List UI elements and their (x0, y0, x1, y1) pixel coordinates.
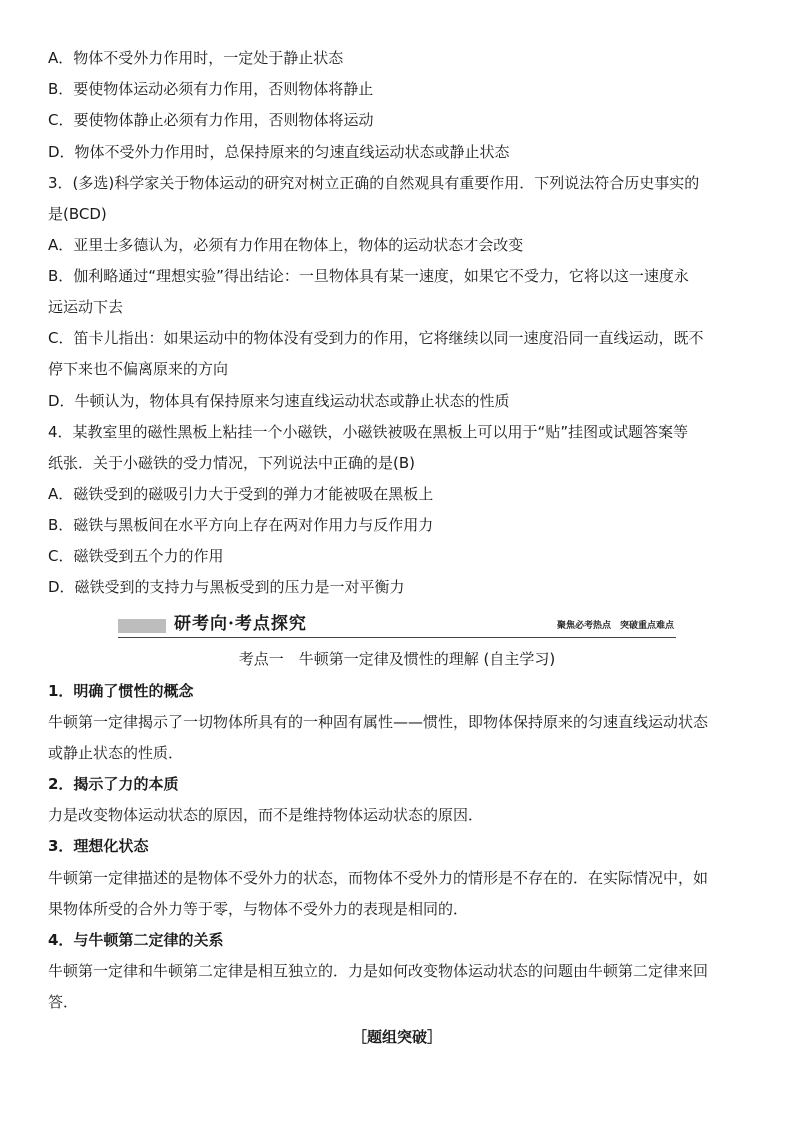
question-4-stem: 4．某教室里的磁性黑板上粘挂一个小磁铁，小磁铁被吸在黑板上可以用于“贴”挂图或试题答案等 (48, 423, 689, 441)
q4-option-b: B．磁铁与黑板间在水平方向上存在两对作用力与反作用力 (48, 516, 434, 534)
q4-option-d: D．磁铁受到的支持力与黑板受到的压力是一对平衡力 (48, 578, 405, 596)
option-a: A．物体不受外力作用时，一定处于静止状态 (48, 49, 344, 67)
section-banner (118, 611, 676, 638)
question-3-stem: 3．(多选)科学家关于物体运动的研究对树立正确的自然观具有重要作用．下列说法符合历史事实的 (48, 174, 700, 192)
option-d: D．物体不受外力作用时，总保持原来的匀速直线运动状态或静止状态 (48, 143, 510, 161)
point-3-body-cont: 果物体所受的合外力等于零，与物体不受外力的表现是相同的． (48, 900, 469, 918)
q3-option-a: A．亚里士多德认为，必须有力作用在物体上，物体的运动状态才会改变 (48, 236, 524, 254)
point-4-body-cont: 答． (48, 993, 79, 1011)
q4-option-a: A．磁铁受到的磁吸引力大于受到的弹力才能被吸在黑板上 (48, 485, 434, 503)
banner-subtitle: 聚焦必考热点 突破重点难点 (556, 621, 674, 631)
point-1-heading: 1．明确了惯性的概念 (48, 682, 194, 700)
point-4-body: 牛顿第一定律和牛顿第二定律是相互独立的．力是如何改变物体运动状态的问题由牛顿第二定律来回 (48, 962, 709, 980)
question-4-stem-cont: 纸张．关于小磁铁的受力情况，下列说法中正确的是(B) (48, 454, 415, 472)
point-1-body-cont: 或静止状态的性质． (48, 744, 184, 762)
option-b: B．要使物体运动必须有力作用，否则物体将静止 (48, 80, 374, 98)
point-3-body: 牛顿第一定律描述的是物体不受外力的状态，而物体不受外力的情形是不存在的．在实际情况中，如 (48, 869, 709, 887)
section-title: 考点一 牛顿第一定律及惯性的理解 (自主学习) (238, 650, 556, 668)
q3-option-b-cont: 远运动下去 (48, 298, 124, 316)
group-title: ［题组突破］ (351, 1028, 442, 1046)
q3-option-c-cont: 停下来也不偏离原来的方向 (48, 360, 229, 378)
option-c: C．要使物体静止必须有力作用，否则物体将运动 (48, 111, 374, 129)
point-2-heading: 2．揭示了力的本质 (48, 775, 179, 793)
q3-option-d: D．牛顿认为，物体具有保持原来匀速直线运动状态或静止状态的性质 (48, 392, 510, 410)
point-4-heading: 4．与牛顿第二定律的关系 (48, 931, 224, 949)
q3-option-c: C．笛卡儿指出：如果运动中的物体没有受到力的作用，它将继续以同一速度沿同一直线运动，既不 (48, 329, 704, 347)
banner-decoration (118, 619, 166, 633)
q3-option-b: B．伽利略通过“理想实验”得出结论：一旦物体具有某一速度，如果它不受力，它将以这一速度永 (48, 267, 689, 285)
question-3-stem-cont: 是(BCD) (48, 205, 107, 223)
q4-option-c: C．磁铁受到五个力的作用 (48, 547, 224, 565)
point-2-body: 力是改变物体运动状态的原因，而不是维持物体运动状态的原因． (48, 806, 484, 824)
point-1-body: 牛顿第一定律揭示了一切物体所具有的一种固有属性——惯性，即物体保持原来的匀速直线运动状态 (48, 713, 709, 731)
point-3-heading: 3．理想化状态 (48, 837, 149, 855)
banner-title: 研考向·考点探究 (174, 614, 307, 634)
